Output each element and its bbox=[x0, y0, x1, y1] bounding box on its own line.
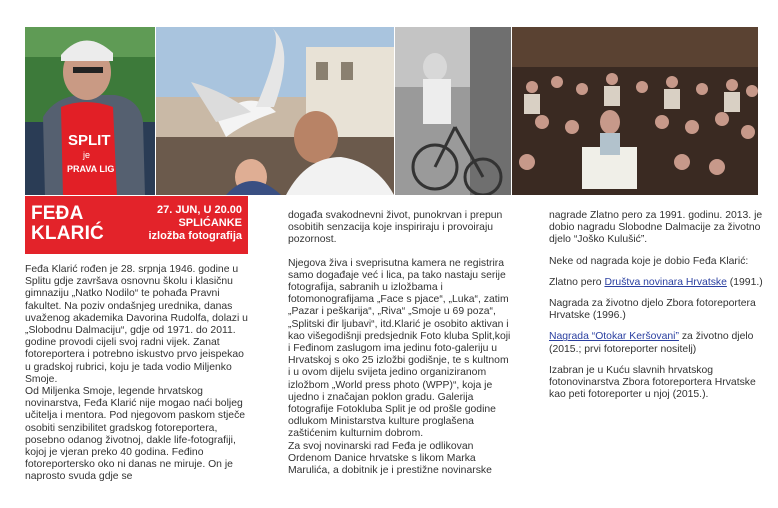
event-banner bbox=[25, 196, 248, 254]
photo-cyclist-bw bbox=[395, 27, 511, 195]
photographer-name bbox=[31, 204, 104, 244]
award-item bbox=[549, 277, 763, 289]
award-text: za životno djelo (2015.; prvi fotoreporter nositelj) bbox=[549, 331, 754, 355]
bio-paragraph: Za svoj novinarski rad Feđa je odlikovan Ordenom Danice hrvatske s likom Marka Marulića, a dobitnik je i prestižne novinarske bbox=[288, 440, 492, 477]
bio-paragraph: događa svakodnevni život, punokrvan i prepun osobitih senzacija koje inspiriraju i provoiraju pozornost. bbox=[288, 210, 503, 246]
name-line-2: KLARIĆ bbox=[31, 223, 104, 244]
award-item: Nagrada za životno djelo Zbora fotoreportera Hrvatske (1996.) bbox=[549, 298, 756, 322]
bio-paragraph: Izabran je u Kuću slavnih hrvatskog fotonovinarstva Zbora fotoreportera Hrvatske kao peti fotoreporter u njoj (2015.). bbox=[549, 364, 756, 401]
photo-man-red-shirt bbox=[25, 27, 155, 195]
photo-seagull-child bbox=[156, 27, 394, 195]
shirt-text: SPLIT bbox=[68, 132, 111, 149]
biography-column-3 bbox=[549, 210, 763, 410]
biography-column-2 bbox=[288, 210, 512, 477]
award-text: (1991.) bbox=[726, 276, 763, 288]
bio-paragraph: Feđa Klarić rođen je 28. srpnja 1946. godine u Splitu gdje završava osnovnu školu i klasičnu gimnaziju „Natko Nodilo“ te pohađa Pravni fakultet. Na poziv ondašnjeg urednika, danas uvaženog akademika Davorina Rudolfa, dolazi u „Slobodnu Dalmaciju“, gdje od 1971. do 2011. godine provodi cijeli svoj radni vijek. Zanat fotoreportera i potrebno iskustvo prvo jeispekao u gradskoj rubrici, koju je tada vodio Miljenko Smoje. bbox=[25, 264, 248, 385]
event-date: 27. JUN, U 20.00 bbox=[157, 204, 242, 216]
event-type: izložba fotografija bbox=[148, 230, 242, 242]
biography-column-1 bbox=[25, 264, 251, 484]
shirt-text-3: PRAVA LIG bbox=[67, 164, 115, 174]
bio-paragraph: Od Miljenka Smoje, legende hrvatskog novinarstva, Feđa Klarić nije mogao naći boljeg učitelja i mentora. Pod njegovom paskom stječe osobiti senzibilitet gradskog fotoreportera, posebno odanog životnoj, dakle life-fotografiji, kojoj je vjeran preko 40 godina. Feđino fotoreportersko oko ni danas ne miruje. On je naprosto svuda gdje se bbox=[25, 386, 246, 483]
photo-audience bbox=[512, 27, 758, 195]
award-link-otokar-kersovani[interactable]: Nagrada “Otokar Keršovani” bbox=[549, 331, 679, 343]
award-item bbox=[549, 331, 763, 355]
award-text: Zlatno pero bbox=[549, 276, 605, 288]
bio-paragraph: nagrade Zlatno pero za 1991. godinu. 2013. je dobio nagradu Slobodne Dalmacije za životno djelo “Joško Kulušić”. bbox=[549, 210, 763, 246]
bio-paragraph: Njegova živa i sveprisutna kamera ne registrira samo događaje već i lica, pa tako nastaju serije fotografija, sabranih u izložbama i fotomonografijama „Face s pjace“, „Luka“, zatim „Pazar i peškarija“, „Riva“ „Smoje u 69 poza“, „Splitski đir ljubavi“, itd.Klarić je osobito aktivan i kao višegodišnji predsjednik Foto kluba Split,koji i Feđinom zaslugom ima jedinu foto-galeriju u Hrvatskoj s oko 25 izložbi godišnje, te s kultnom i u ovom dijelu svijeta jedino organiziranom izložbom „World press photo (WPP)“, koja je ujedno i značajan poklon gradu. Galerija fotografije Fotokluba Split je od prošle godine odlukom Ministarstva kulture proglašena zaštićenim kulturnim dobrom. bbox=[288, 257, 511, 440]
event-info bbox=[149, 204, 243, 243]
event-venue: SPLIĆANKE bbox=[178, 217, 242, 229]
shirt-text-2: je bbox=[83, 150, 91, 160]
awards-intro: Neke od nagrada koje je dobio Feđa Klarić: bbox=[549, 255, 749, 267]
name-line-1: FEĐA bbox=[31, 203, 84, 224]
award-link-drustvo-novinara[interactable]: Društva novinara Hrvatske bbox=[604, 276, 727, 288]
